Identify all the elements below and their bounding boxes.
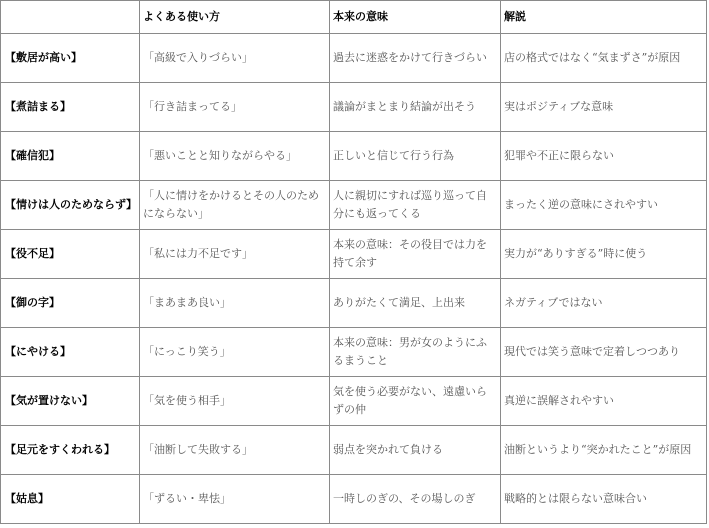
meaning-cell: 人に親切にすれば巡り巡って自分にも返ってくる — [330, 181, 501, 230]
meaning-cell: 議論がまとまり結論が出そう — [330, 83, 501, 132]
table-row — [1, 132, 707, 181]
note-cell: 戦略的とは限らない意味合い — [501, 475, 707, 524]
term-cell: 【姑息】 — [1, 475, 140, 524]
note-cell: 実はポジティブな意味 — [501, 83, 707, 132]
table-row — [1, 426, 707, 475]
note-cell: 犯罪や不正に限らない — [501, 132, 707, 181]
table-row — [1, 328, 707, 377]
table-row — [1, 377, 707, 426]
meaning-cell: 弱点を突かれて負ける — [330, 426, 501, 475]
table-row — [1, 279, 707, 328]
term-cell: 【情けは人のためならず】 — [1, 181, 140, 230]
meaning-cell: 気を使う必要がない、遠慮いらずの仲 — [330, 377, 501, 426]
usage-cell: 「ずるい・卑怯」 — [140, 475, 330, 524]
table-row — [1, 34, 707, 83]
usage-cell: 「まあまあ良い」 — [140, 279, 330, 328]
term-cell: 【煮詰まる】 — [1, 83, 140, 132]
usage-cell: 「にっこり笑う」 — [140, 328, 330, 377]
term-cell: 【足元をすくわれる】 — [1, 426, 140, 475]
usage-cell: 「人に情けをかけるとその人のためにならない」 — [140, 181, 330, 230]
usage-cell: 「高級で入りづらい」 — [140, 34, 330, 83]
usage-cell: 「気を使う相手」 — [140, 377, 330, 426]
table-row — [1, 230, 707, 279]
note-cell: 店の格式ではなく“気まずさ”が原因 — [501, 34, 707, 83]
usage-cell: 「悪いことと知りながらやる」 — [140, 132, 330, 181]
note-cell: 油断というより“突かれたこと”が原因 — [501, 426, 707, 475]
term-cell: 【にやける】 — [1, 328, 140, 377]
meaning-cell: 正しいと信じて行う行為 — [330, 132, 501, 181]
term-cell: 【気が置けない】 — [1, 377, 140, 426]
usage-cell: 「油断して失敗する」 — [140, 426, 330, 475]
meaning-cell: 過去に迷惑をかけて行きづらい — [330, 34, 501, 83]
header-term — [1, 1, 140, 34]
term-cell: 【御の字】 — [1, 279, 140, 328]
term-cell: 【確信犯】 — [1, 132, 140, 181]
header-usage: よくある使い方 — [140, 1, 330, 34]
note-cell: 真逆に誤解されやすい — [501, 377, 707, 426]
table-row — [1, 181, 707, 230]
term-cell: 【敷居が高い】 — [1, 34, 140, 83]
term-cell: 【役不足】 — [1, 230, 140, 279]
meaning-cell: 本来の意味：その役目では力を持て余す — [330, 230, 501, 279]
usage-cell: 「私には力不足です」 — [140, 230, 330, 279]
header-note: 解説 — [501, 1, 707, 34]
meaning-cell: 一時しのぎの、その場しのぎ — [330, 475, 501, 524]
header-meaning: 本来の意味 — [330, 1, 501, 34]
header-row — [1, 1, 707, 34]
meaning-cell: 本来の意味：男が女のようにふるまうこと — [330, 328, 501, 377]
note-cell: まったく逆の意味にされやすい — [501, 181, 707, 230]
table-row — [1, 83, 707, 132]
meaning-cell: ありがたくて満足、上出来 — [330, 279, 501, 328]
note-cell: ネガティブではない — [501, 279, 707, 328]
table-row — [1, 475, 707, 524]
note-cell: 現代では笑う意味で定着しつつあり — [501, 328, 707, 377]
note-cell: 実力が“ありすぎる”時に使う — [501, 230, 707, 279]
usage-cell: 「行き詰まってる」 — [140, 83, 330, 132]
